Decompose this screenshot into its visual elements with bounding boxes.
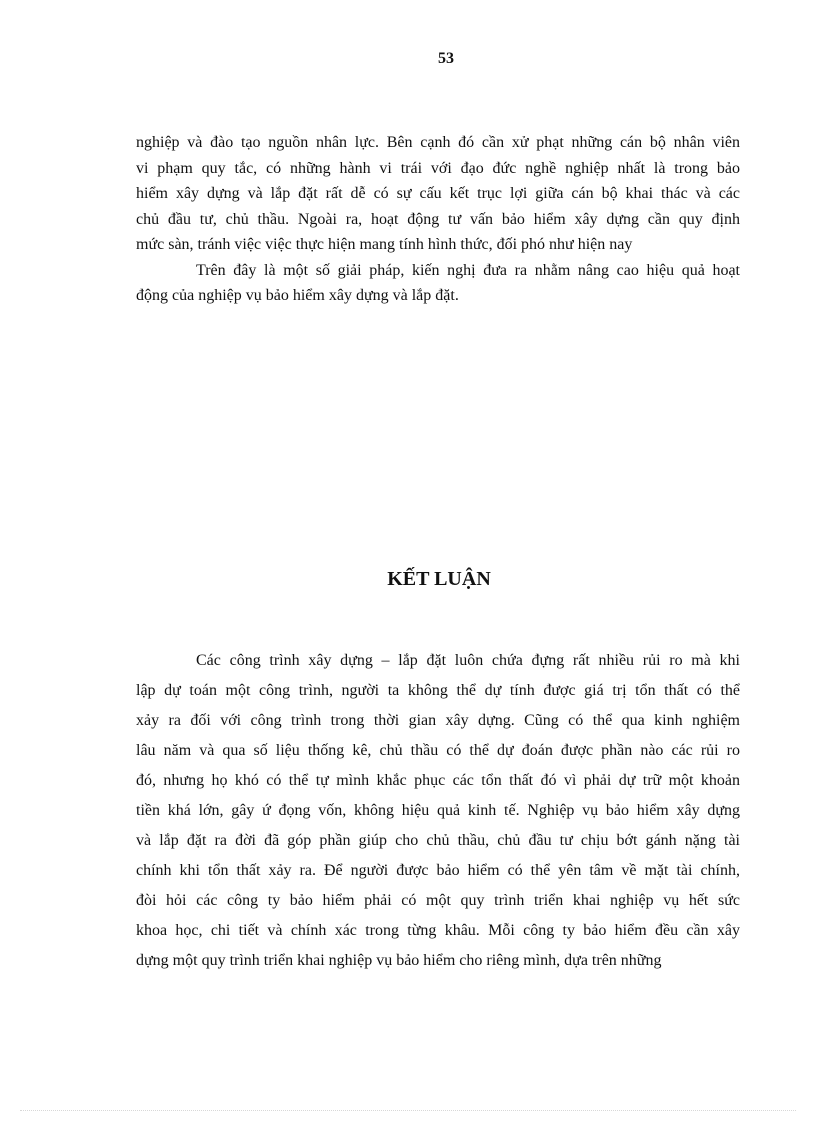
text-line: mức sàn, tránh việc việc thực hiện mang tính hình thức, đối phó như hiện nay bbox=[136, 236, 633, 253]
text-line: chủ đầu tư, chủ thầu. Ngoài ra, hoạt động tư vấn bảo hiểm xây dựng cần quy định bbox=[136, 210, 740, 228]
text-line: xảy ra đối với công trình trong thời gian xây dựng. Cũng có thể qua kinh nghiệm bbox=[136, 712, 740, 729]
conclusion-heading: KẾT LUẬN bbox=[387, 568, 491, 590]
body-text-section bbox=[136, 130, 740, 309]
text-line: dựng một quy trình triển khai nghiệp vụ bảo hiểm cho riêng mình, dựa trên những bbox=[136, 952, 662, 969]
text-line: động của nghiệp vụ bảo hiểm xây dựng và lắp đặt. bbox=[136, 287, 459, 304]
text-line: tiền khá lớn, gây ứ đọng vốn, không hiệu quả kinh tế. Nghiệp vụ bảo hiểm xây dựng bbox=[136, 802, 740, 819]
page-footer-divider bbox=[20, 1110, 796, 1111]
text-line: đòi hỏi các công ty bảo hiểm phải có một quy trình triển khai nghiệp vụ hết sức bbox=[136, 892, 740, 909]
text-line: Trên đây là một số giải pháp, kiến nghị đưa ra nhằm nâng cao hiệu quả hoạt bbox=[196, 261, 740, 279]
text-line: nghiệp và đào tạo nguồn nhân lực. Bên cạnh đó cần xử phạt những cán bộ nhân viên bbox=[136, 134, 740, 151]
text-line: và lắp đặt ra đời đã góp phần giúp cho chủ thầu, chủ đầu tư chịu bớt gánh nặng tài bbox=[136, 832, 740, 849]
page-number: 53 bbox=[438, 50, 454, 67]
conclusion-text bbox=[136, 646, 740, 976]
text-line: vi phạm quy tắc, có những hành vi trái với đạo đức nghề nghiệp nhất là trong bảo bbox=[136, 159, 740, 177]
text-line: hiểm xây dựng và lắp đặt rất dễ có sự cấu kết trục lợi giữa cán bộ khai thác và các bbox=[136, 185, 740, 202]
text-line: khoa học, chi tiết và chính xác trong từng khâu. Mỗi công ty bảo hiểm đều cần xây bbox=[136, 922, 740, 939]
text-line: Các công trình xây dựng – lắp đặt luôn chứa đựng rất nhiều rủi ro mà khi bbox=[196, 652, 740, 669]
text-line: chính khi tổn thất xảy ra. Để người được bảo hiểm có thể yên tâm về mặt tài chính, bbox=[136, 862, 740, 879]
text-line: đó, nhưng họ khó có thể tự mình khắc phục các tổn thất đó vì phải dự trữ một khoản bbox=[136, 772, 740, 789]
text-line: lâu năm và qua số liệu thống kê, chủ thầu có thể dự đoán được phần nào các rủi ro bbox=[136, 742, 740, 759]
text-line: lập dự toán một công trình, người ta không thể dự tính được giá trị tổn thất có thể bbox=[136, 682, 740, 699]
